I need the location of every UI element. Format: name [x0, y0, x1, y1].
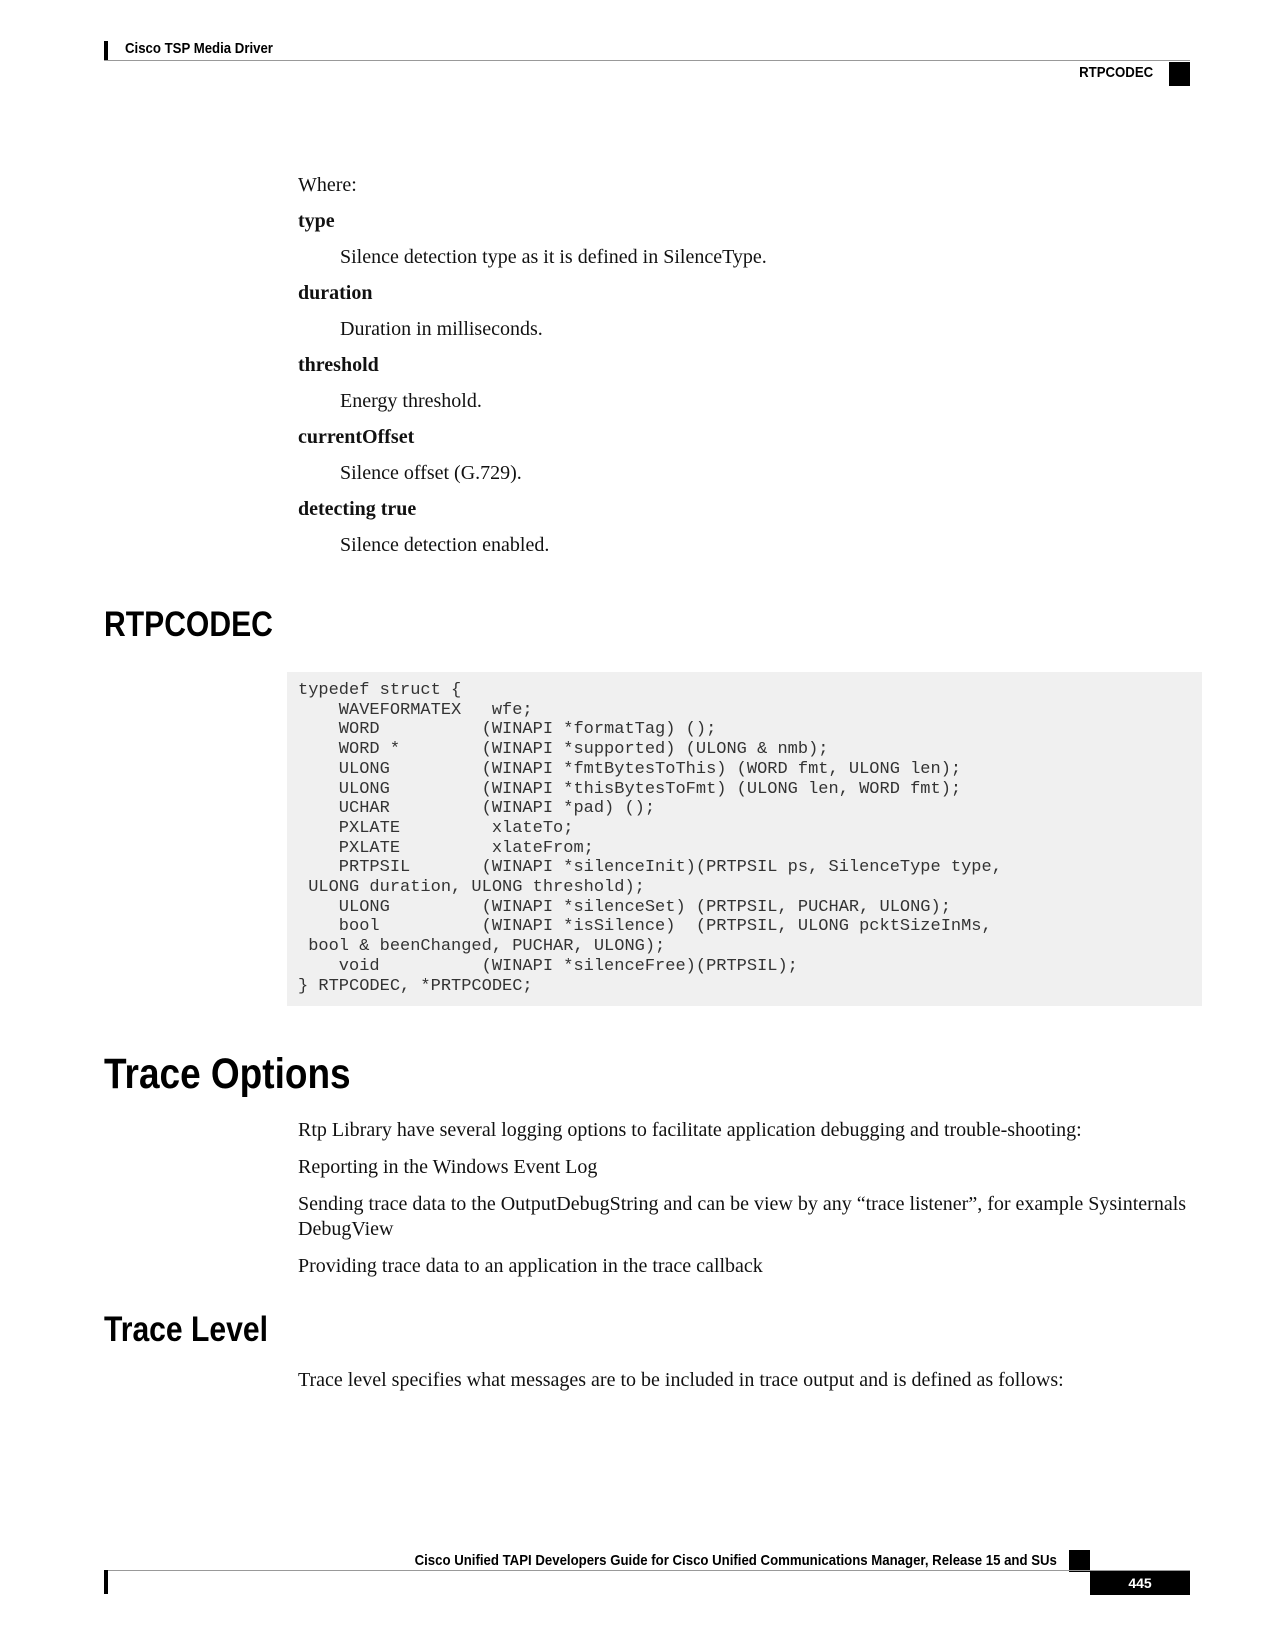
footer-marker	[1069, 1550, 1090, 1572]
rtpcodec-code: typedef struct { WAVEFORMATEX wfe; WORD (WINAPI *formatTag) (); WORD * (WINAPI *supported) (ULONG & nmb); ULONG (WINAPI *fmtBytesToThis) (WORD fmt, ULONG len); ULONG (WINAPI *thisBytesToFmt) (ULONG len, WORD fmt); UCHAR (WINAPI *pad) (); PXLATE xlateTo; PXLATE xlateFrom; PRTPSIL (WINAPI *silenceInit)(PRTPSIL ps, SilenceType type, ULONG duration, ULONG threshold); ULONG (WINAPI *silenceSet) (PRTPSIL, PUCHAR, ULONG); bool (WINAPI *isSilence) (PRTPSIL, ULONG pcktSizeInMs, bool & beenChanged, PUCHAR, ULONG); void (WINAPI *silenceFree)(PRTPSIL); } RTPCODEC, *PRTPCODEC;	[298, 681, 1002, 996]
trace-option-debug-string: Sending trace data to the OutputDebugString and can be view by any “trace listener”, for example Sysinternals DebugView	[298, 1193, 1187, 1240]
footer-rule	[104, 1570, 1190, 1571]
param-term-detecting: detecting true	[298, 498, 417, 520]
param-desc-threshold: Energy threshold.	[340, 390, 482, 412]
param-term-currentoffset: currentOffset	[298, 426, 415, 448]
trace-option-callback: Providing trace data to an application in the trace callback	[298, 1255, 763, 1277]
param-desc-currentoffset: Silence offset (G.729).	[340, 462, 522, 484]
param-desc-detecting: Silence detection enabled.	[340, 534, 550, 556]
footer-guide-title: Cisco Unified TAPI Developers Guide for Cisco Unified Communications Manager, Release 15 and SUs	[414, 1552, 1057, 1569]
param-desc-type: Silence detection type as it is defined in SilenceType.	[340, 246, 767, 268]
trace-options-intro: Rtp Library have several logging options to facilitate application debugging and trouble-shooting:	[298, 1119, 1082, 1141]
code-block	[287, 672, 1202, 1006]
rtpcodec-heading: RTPCODEC	[104, 605, 273, 644]
parameter-description	[298, 174, 1198, 557]
trace-option-event-log: Reporting in the Windows Event Log	[298, 1156, 598, 1178]
where-intro: Where:	[298, 174, 357, 196]
header-rule	[104, 60, 1190, 61]
param-term-type: type	[298, 210, 335, 232]
param-term-duration: duration	[298, 282, 373, 304]
param-desc-duration: Duration in milliseconds.	[340, 318, 543, 340]
footer-left-bar	[104, 1570, 108, 1594]
parameter-list	[298, 210, 1198, 557]
header-marker	[1169, 62, 1190, 86]
param-term-threshold: threshold	[298, 354, 379, 376]
header-left-bar	[104, 41, 108, 61]
trace-level-description: Trace level specifies what messages are to be included in trace output and is defined as follows:	[298, 1369, 1064, 1391]
header-section-name: RTPCODEC	[1078, 64, 1153, 81]
trace-level-heading: Trace Level	[104, 1310, 269, 1349]
page-number: 445	[1090, 1571, 1190, 1595]
header-book-title: Cisco TSP Media Driver	[125, 40, 273, 57]
trace-options-heading: Trace Options	[104, 1050, 351, 1098]
